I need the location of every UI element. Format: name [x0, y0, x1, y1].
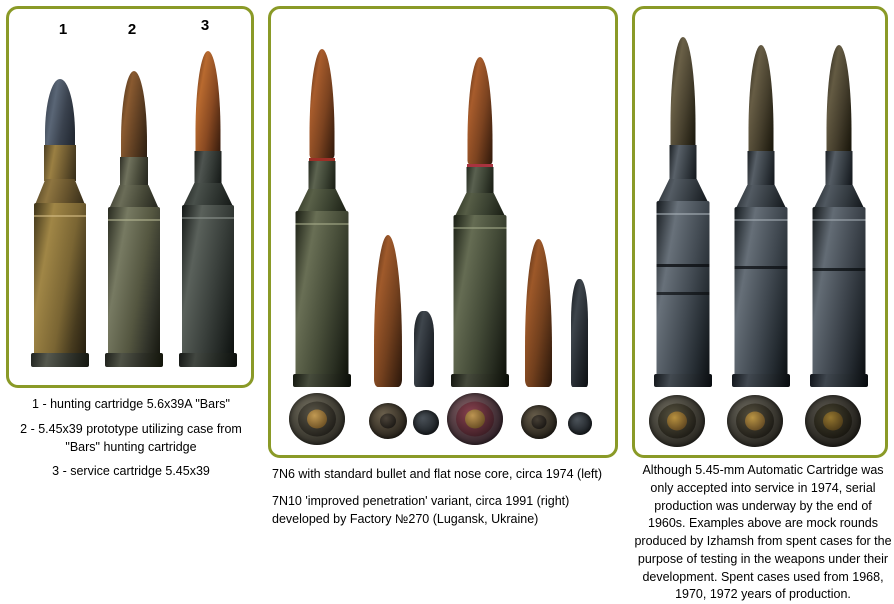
case-rim	[810, 374, 868, 387]
bullet-tip	[671, 37, 696, 149]
headstamp-7n10-bullet-base	[521, 405, 557, 439]
case-body	[813, 207, 866, 377]
headstamp-7n10-core-base	[568, 412, 592, 435]
headstamp-7n6-case	[289, 393, 345, 445]
case-highlight-ring	[182, 217, 234, 219]
headstamp-7n10-case	[447, 393, 503, 445]
penetrator-core-7n10	[571, 279, 588, 387]
bullet-tip	[310, 49, 335, 159]
mock-round-1970	[727, 35, 795, 387]
case-body	[182, 205, 234, 357]
caption-panel-1	[6, 396, 256, 488]
primer	[465, 410, 485, 429]
case-highlight-ring	[296, 223, 349, 225]
primer	[823, 412, 843, 431]
case-rim	[31, 353, 89, 367]
case-rim	[179, 353, 237, 367]
caption-line-2: 7N10 'improved penetration' variant, circa 1991 (right) developed by Factory №270 (Lugansk, Ukraine)	[272, 493, 570, 526]
bullet-tip	[45, 79, 75, 149]
case-neck	[309, 161, 336, 191]
bullet-base-center	[380, 414, 396, 429]
primer	[307, 410, 327, 429]
case-dent-line	[735, 266, 788, 269]
case-dent-line	[813, 268, 866, 271]
case-rim	[732, 374, 790, 387]
headstamp-1970	[727, 395, 783, 447]
mock-rounds-panel	[632, 6, 888, 458]
caption-panel-3: Although 5.45-mm Automatic Cartridge was only accepted into service in 1974, serial production was underway by the end of 1960s. Examples above are mock rounds produced by Izhamsh from spent cases for the purpose of testing in the weapons under their development. Spent cases used from 1968, 1970, 1972 years of production.	[634, 463, 892, 602]
cartridge-7n10	[449, 47, 511, 387]
primer	[745, 412, 765, 431]
case-body	[735, 207, 788, 377]
caption-line-3: 3 - service cartridge 5.45x39	[52, 464, 210, 479]
case-highlight-ring	[735, 219, 788, 221]
caption-line-1: 1 - hunting cartridge 5.6x39A "Bars"	[32, 397, 230, 411]
case-dent-line	[657, 292, 710, 295]
case-highlight-ring	[454, 227, 507, 229]
case-neck	[670, 145, 697, 181]
case-body	[296, 211, 349, 377]
headstamp-1968	[649, 395, 705, 447]
caption-panel-2	[272, 466, 620, 537]
label-number-1: 1	[58, 21, 68, 38]
bullet-tip	[749, 45, 774, 155]
case-rim	[293, 374, 351, 387]
case-body	[657, 201, 710, 377]
case-body	[34, 203, 86, 357]
primer	[667, 412, 687, 431]
bullet-tip	[827, 45, 852, 155]
cartridge-service-5.45x39	[177, 37, 239, 367]
case-neck	[120, 157, 148, 187]
label-number-2: 2	[127, 21, 137, 38]
loose-bullet-7n10	[525, 239, 552, 387]
case-neck	[748, 151, 775, 187]
case-body	[454, 215, 507, 377]
bullet-tip	[468, 57, 493, 165]
case-neck	[467, 167, 494, 195]
case-body	[108, 207, 160, 357]
loose-bullet-7n6	[374, 235, 402, 387]
case-neck	[195, 151, 222, 185]
caption-line-1: 7N6 with standard bullet and flat nose core, circa 1974 (left)	[272, 467, 603, 481]
case-rim	[654, 374, 712, 387]
bullet-base-center	[532, 415, 547, 429]
case-rim	[105, 353, 163, 367]
bullet-tip	[121, 71, 147, 161]
cartridge-comparison-panel	[6, 6, 254, 388]
case-highlight-ring	[813, 219, 866, 221]
cartridge-hunting-5.6x39A-bars	[29, 57, 91, 367]
cartridge-7n6	[291, 39, 353, 387]
case-neck	[826, 151, 853, 187]
headstamp-core-base	[413, 410, 439, 435]
bullet-tip	[196, 51, 221, 155]
case-rim	[451, 374, 509, 387]
label-number-3: 3	[200, 17, 210, 34]
headstamp-loose-bullet-base	[369, 403, 407, 439]
cartridge-5.45x39-prototype	[103, 57, 165, 367]
headstamp-1972	[805, 395, 861, 447]
case-dent-line	[657, 264, 710, 267]
7n6-7n10-panel	[268, 6, 618, 458]
case-highlight-ring	[657, 213, 710, 215]
mock-round-1972	[805, 35, 873, 387]
flat-nose-core-7n6	[414, 311, 434, 387]
mock-round-1968	[649, 27, 717, 387]
case-highlight-ring	[108, 219, 160, 221]
case-highlight-ring	[34, 215, 86, 217]
case-neck	[44, 145, 76, 181]
caption-line-2: 2 - 5.45x39 prototype utilizing case from "Bars" hunting cartridge	[20, 421, 242, 454]
